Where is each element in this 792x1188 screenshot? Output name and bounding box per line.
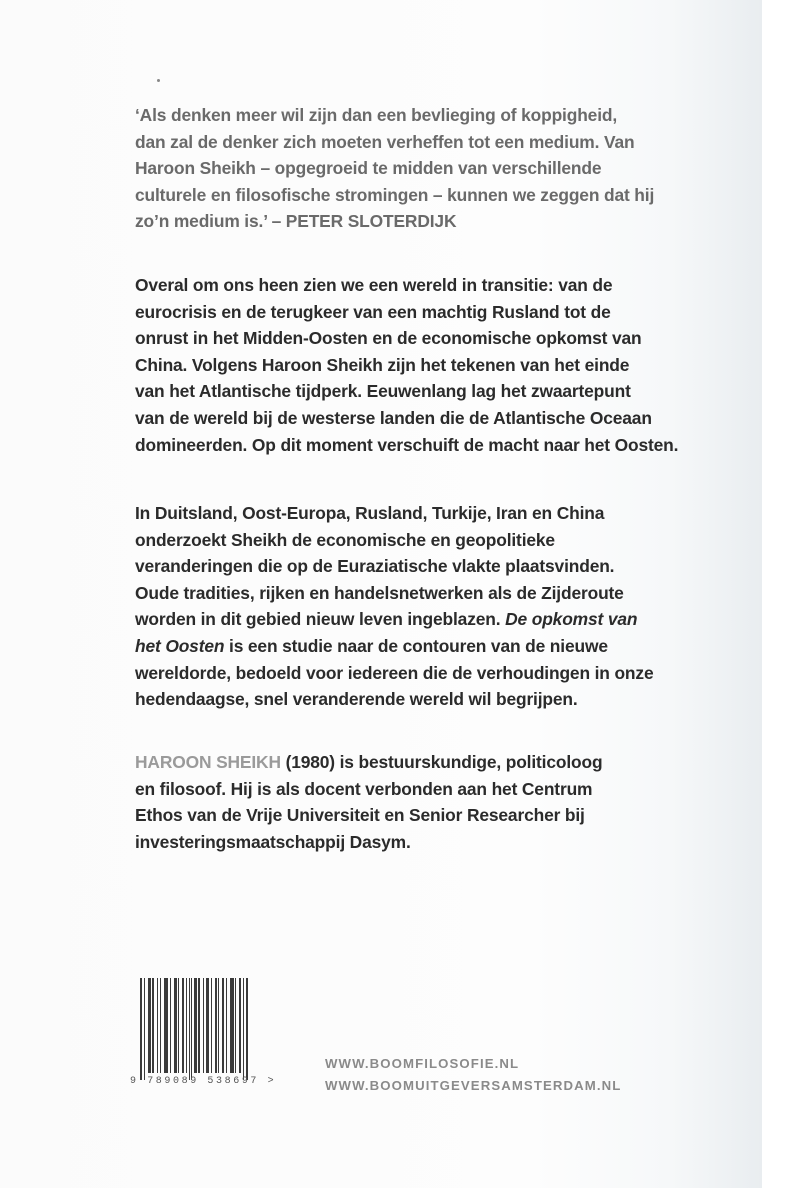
blurb-line: onrust in het Midden-Oosten en de economische opkomst van: [135, 328, 642, 349]
quote-line: culturele en filosofische stromingen – kunnen we zeggen dat hij: [135, 184, 655, 205]
bio-line: investeringsmaatschappij Dasym.: [135, 831, 411, 852]
isbn-barcode: [130, 978, 285, 1090]
quote-line: Haroon Sheikh – opgegroeid te midden van verschillende: [135, 158, 602, 179]
isbn-digits: 9 789089 538697 >: [130, 1076, 277, 1087]
blurb-line: [135, 606, 715, 633]
publisher-url-link: WWW.BOOMFILOSOFIE.NL: [325, 1056, 520, 1071]
quote-line: ‘Als denken meer wil zijn dan een bevlieging of koppigheid,: [135, 105, 618, 125]
blurb-line: van de wereld bij de westerse landen die de Atlantische Oceaan: [135, 407, 652, 428]
barcode-bars: [140, 978, 285, 1078]
blurb-line: Overal om ons heen zien we een wereld in transitie: van de: [135, 275, 613, 295]
blurb-line: van het Atlantische tijdperk. Eeuwenlang lag het zwaartepunt: [135, 381, 631, 402]
print-speck: [157, 79, 160, 82]
blurb-paragraph-1: [135, 272, 715, 458]
publisher-urls: [325, 1053, 621, 1097]
author-bio: [135, 749, 715, 855]
blurb-text: is een studie naar de contouren van de nieuwe: [224, 635, 608, 656]
quote-line: zo’n medium is.’ – PETER SLOTERDIJK: [135, 211, 457, 232]
bio-line: [135, 749, 715, 776]
blurb-line: eurocrisis en de terugkeer van een machtig Rusland tot de: [135, 301, 611, 322]
author-name: HAROON SHEIKH: [135, 752, 281, 772]
blurb-line: Oude tradities, rijken en handelsnetwerken als de Zijderoute: [135, 582, 624, 603]
blurb-line: domineerden. Op dit moment verschuift de macht naar het Oosten.: [135, 434, 679, 455]
blurb-line: wereldorde, bedoeld voor iedereen die de verhoudingen in onze: [135, 662, 654, 683]
quote-line: dan zal de denker zich moeten verheffen tot een medium. Van: [135, 131, 635, 152]
blurb-line: [135, 633, 715, 660]
blurb-paragraph-2: [135, 500, 715, 713]
endorsement-quote: [135, 102, 715, 235]
blurb-line: In Duitsland, Oost-Europa, Rusland, Turkije, Iran en China: [135, 503, 605, 523]
blurb-line: hedendaagse, snel veranderende wereld wil begrijpen.: [135, 689, 578, 710]
book-title-italic: De opkomst van: [505, 609, 638, 630]
blurb-line: onderzoekt Sheikh de economische en geopolitieke: [135, 529, 555, 550]
bio-line: en filosoof. Hij is als docent verbonden aan het Centrum: [135, 778, 593, 799]
publisher-url-link: WWW.BOOMUITGEVERSAMSTERDAM.NL: [325, 1078, 622, 1093]
book-title-italic: het Oosten: [135, 635, 225, 656]
background-margin: [762, 0, 792, 1188]
bio-text: (1980) is bestuurskundige, politicoloog: [280, 752, 603, 772]
bio-line: Ethos van de Vrije Universiteit en Senior Researcher bij: [135, 805, 585, 826]
blurb-line: China. Volgens Haroon Sheikh zijn het tekenen van het einde: [135, 354, 630, 375]
blurb-text: worden in dit gebied nieuw leven ingeblazen.: [135, 609, 506, 630]
blurb-line: veranderingen die op de Euraziatische vlakte plaatsvinden.: [135, 556, 615, 577]
